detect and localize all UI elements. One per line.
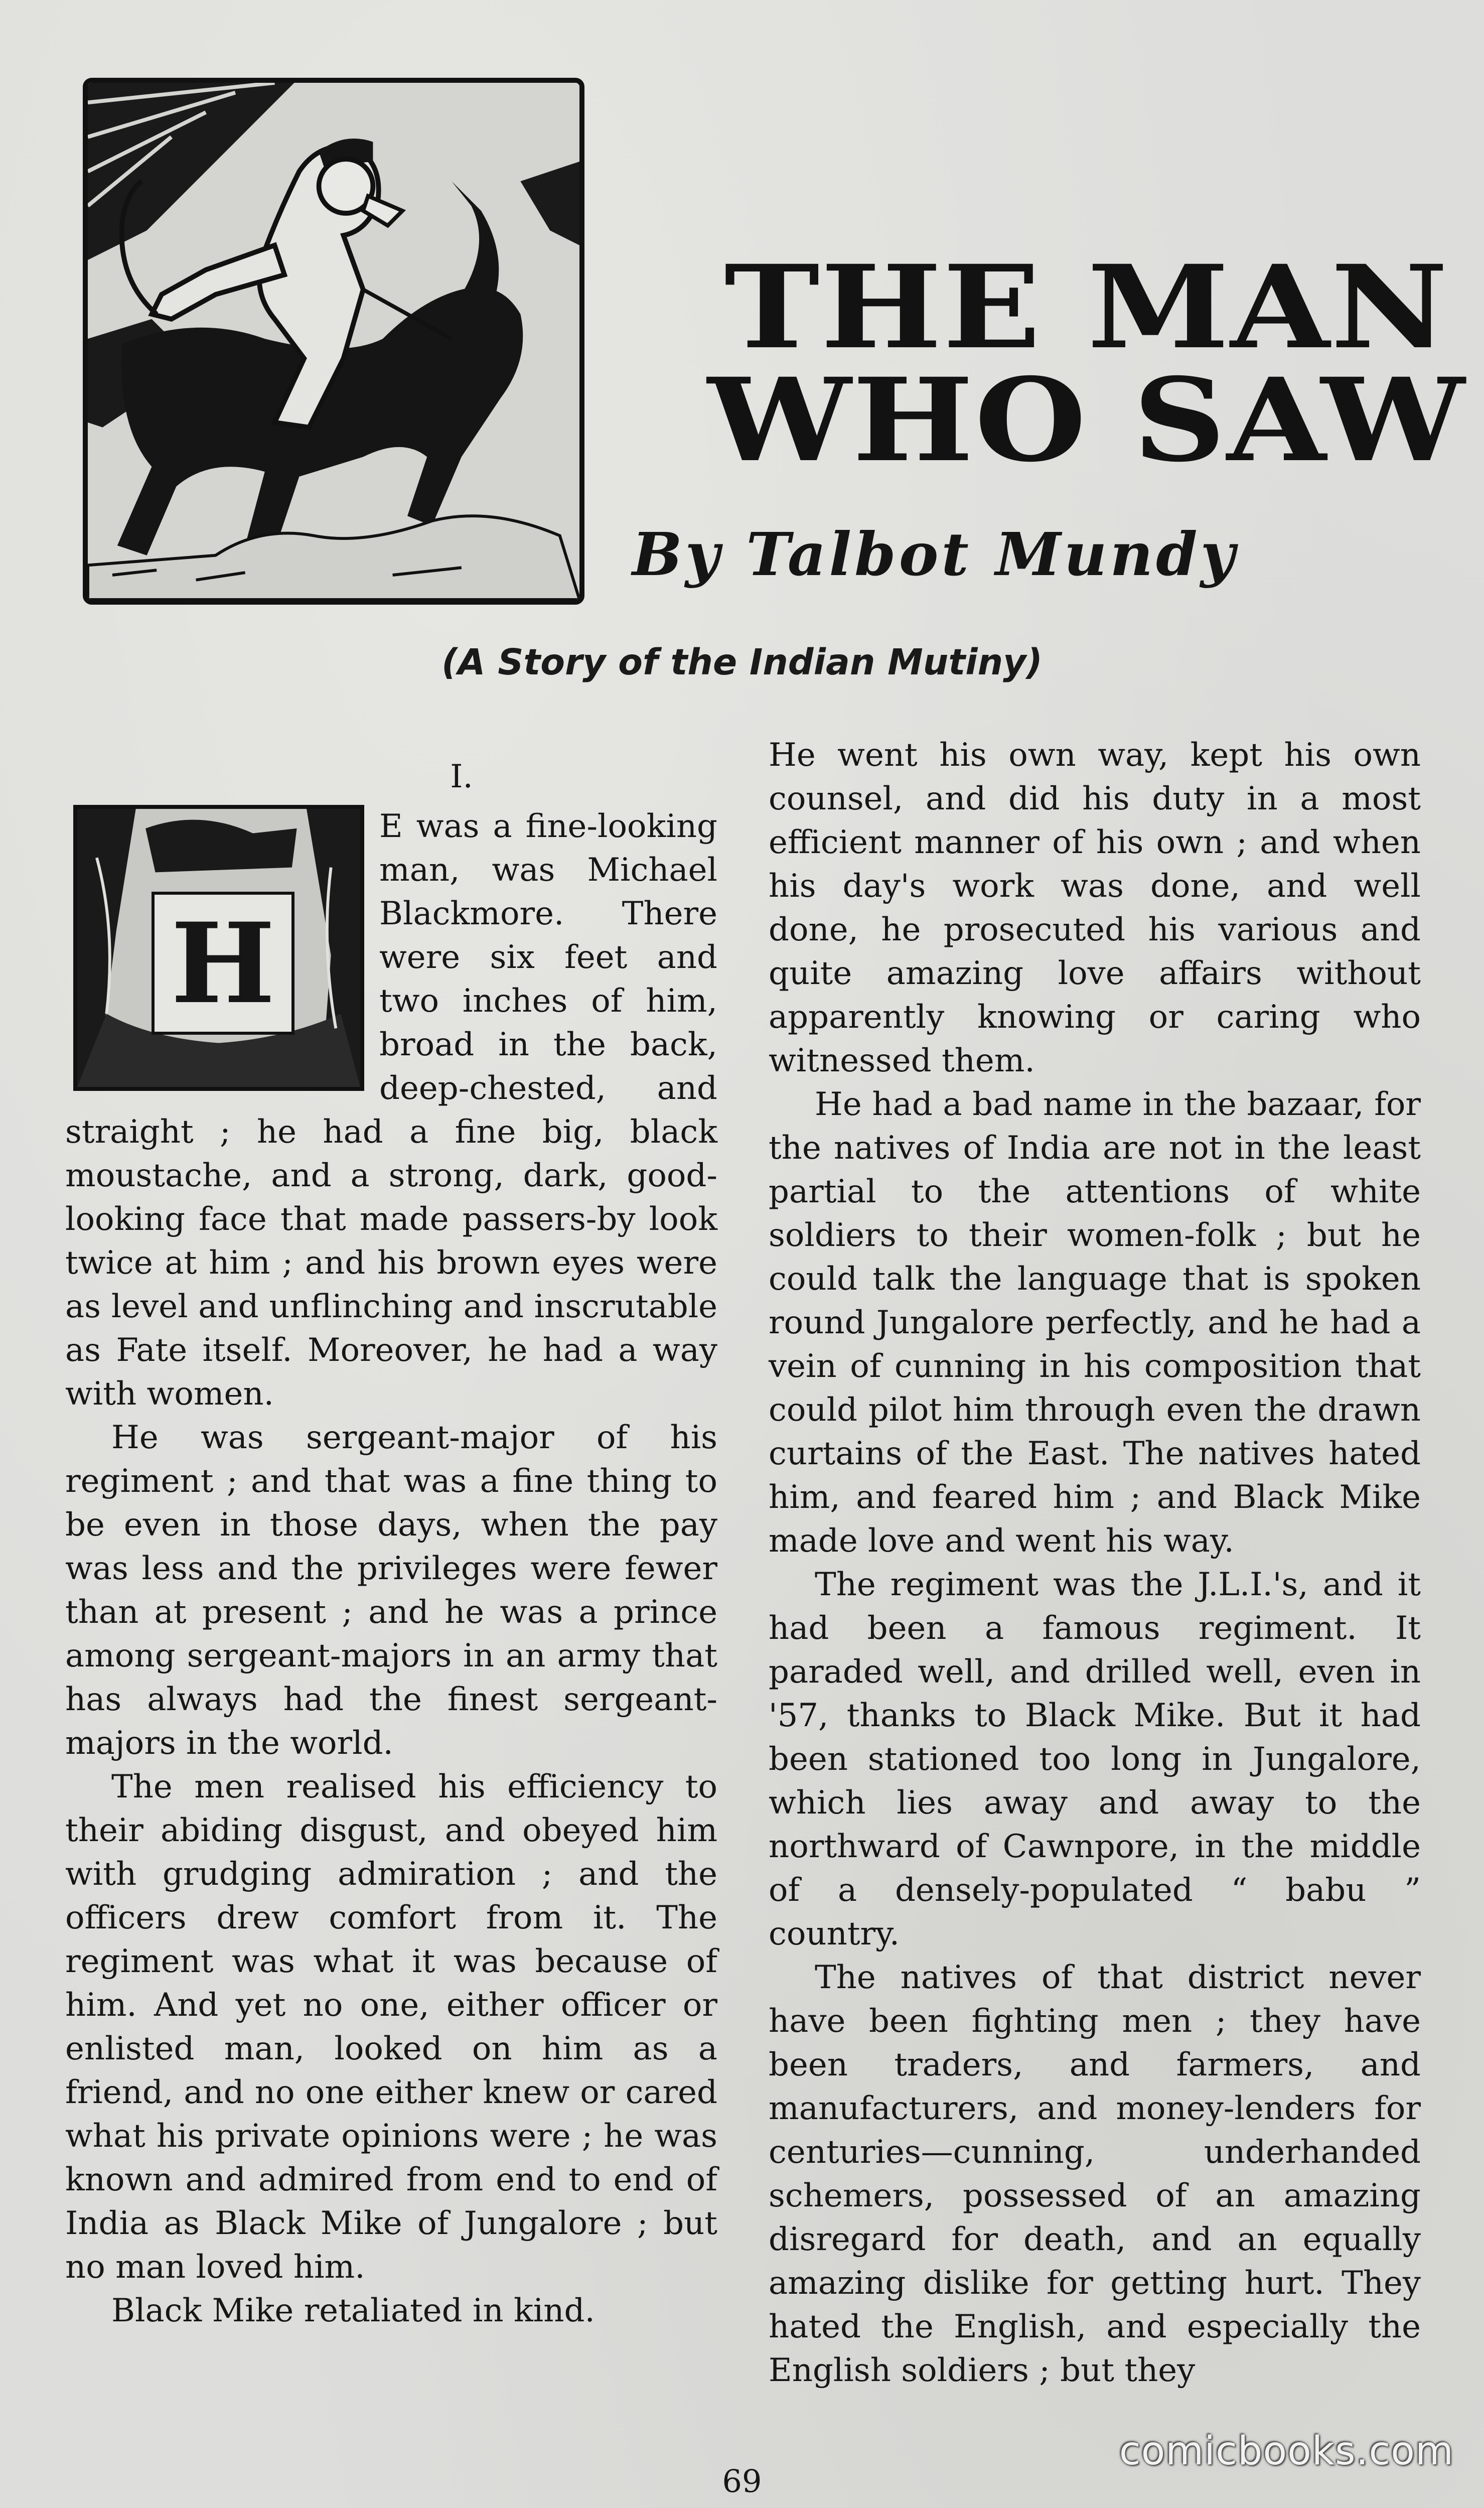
title-line-1: THE MAN [724, 240, 1449, 374]
section-number: I. [450, 758, 473, 795]
left-column [65, 755, 717, 2333]
ornamental-dropcap-icon [73, 805, 364, 1091]
paragraph-4: Black Mike retaliated in kind. [111, 2292, 595, 2329]
paragraph-1: E was a fine-looking man, was Michael Blackmore. There were six feet and two inches of him, broad in the back, deep-chested, and straight ; he had a fine big, black moustache, and a strong, dark, good-looking face that made passers-by look twice at him ; and his brown eyes were as level and unflinching and inscrutable as Fate itself. Moreover, he had a way with women. [65, 808, 717, 1413]
story-subtitle-text: (A Story of the Indian Mutiny) [441, 641, 1043, 683]
author-byline: By Talbot Mundy [632, 519, 1238, 589]
title-line-2: WHO SAW [707, 353, 1466, 487]
horseman-illustration-icon [83, 78, 584, 605]
paragraph-5: He went his own way, kept his own counsel, and did his duty in a most efficient manner of his own ; and when his day's work was done, and well done, he prosecuted his various and quite amazing love affairs without apparently knowing or caring who witnessed them. [769, 737, 1421, 1079]
dropcap-letter: H [152, 892, 294, 1035]
paragraph-6: He had a bad name in the bazaar, for the natives of India are not in the least partial to the attentions of white soldiers to their women-folk ; but he could talk the language that is spoken round Jungalore perfectly, and he had a vein of cunning in his composition that could pilot him through even the drawn curtains of the East. The natives hated him, and feared him ; and Black Mike made love and went his way. [769, 1086, 1421, 1560]
site-watermark: comicbooks.com [1119, 2429, 1454, 2474]
story-title [637, 240, 1484, 487]
paragraph-7: The regiment was the J.L.I.'s, and it had been a famous regiment. It paraded well, and drilled well, even in '57, thanks to Black Mike. But it had been stationed too long in Jungalore, which lies away and away to the northward of Cawnpore, in the middle of a densely-populated “ babu ” country. [769, 1566, 1421, 1953]
story-subtitle [0, 637, 1484, 687]
page-number: 69 [722, 2463, 762, 2499]
paragraph-8: The natives of that district never have been fighting men ; they have been traders, and farmers, and manufacturers, and money-lenders for centuries—cunning, underhanded schemers, possessed of an amazing disregard for death, and an equally amazing dislike for getting hurt. They hated the English, and especially the English soldiers ; but they [769, 1959, 1421, 2389]
paragraph-2: He was sergeant-major of his regiment ; and that was a fine thing to be even in those days, when the pay was less and the privileges were fewer than at present ; and he was a prince among sergeant-majors in an army that has always had the finest sergeant-majors in the world. [65, 1419, 717, 1762]
paragraph-3: The men realised his efficiency to their abiding disgust, and obeyed him with grudging admiration ; and the officers drew comfort from it. The regiment was what it was because of him. And yet no one, either officer or enlisted man, looked on him as a friend, and no one either knew or cared what his private opinions were ; he was known and admired from end to end of India as Black Mike of Jungalore ; but no man loved him. [65, 1768, 717, 2286]
right-column [769, 734, 1421, 2393]
